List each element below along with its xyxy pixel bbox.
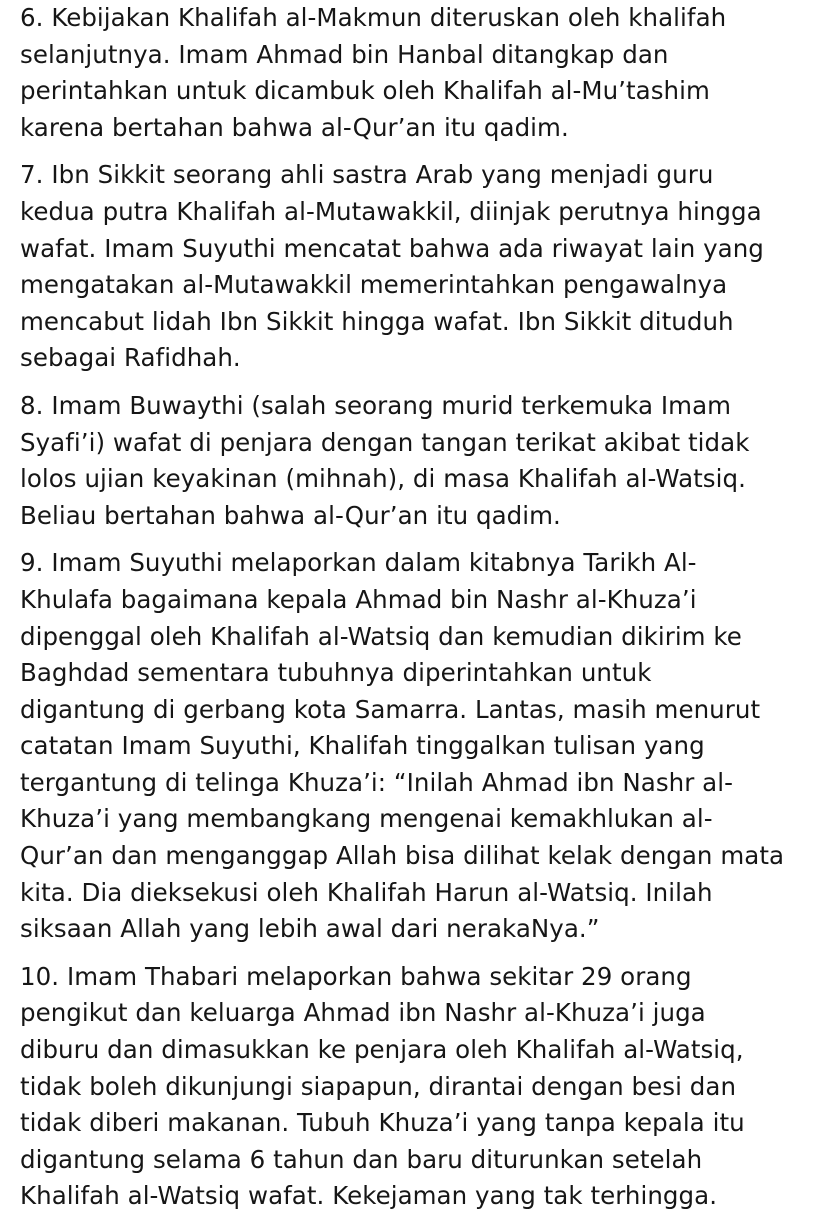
- text-line: siksaan Allah yang lebih awal dari nerakaNya.”: [20, 914, 600, 944]
- text-line: karena bertahan bahwa al-Qur’an itu qadim.: [20, 112, 569, 142]
- document-body: [20, 0, 810, 1215]
- text-line: sebagai Rafidhah.: [20, 343, 241, 373]
- paragraph-gap: [20, 534, 810, 545]
- paragraph-gap: [20, 948, 810, 959]
- text-line: digantung selama 6 tahun dan baru diturunkan setelah: [20, 1144, 703, 1174]
- text-line: mencabut lidah Ibn Sikkit hingga wafat. Ibn Sikkit dituduh: [20, 306, 734, 336]
- paragraph-10: [20, 959, 810, 1215]
- text-line: tidak boleh dikunjungi siapapun, dirantai dengan besi dan: [20, 1071, 737, 1101]
- paragraph-gap: [20, 146, 810, 157]
- text-line: 6. Kebijakan Khalifah al-Makmun diteruskan oleh khalifah: [20, 3, 727, 32]
- text-line: 8. Imam Buwaythi (salah seorang murid terkemuka Imam: [20, 390, 732, 420]
- text-line: catatan Imam Suyuthi, Khalifah tinggalkan tulisan yang: [20, 731, 705, 761]
- text-line: Qur’an dan menganggap Allah bisa dilihat kelak dengan mata: [20, 841, 785, 871]
- text-line: digantung di gerbang kota Samarra. Lantas, masih menurut: [20, 694, 761, 724]
- text-line: tergantung di telinga Khuza’i: “Inilah Ahmad ibn Nashr al-: [20, 767, 733, 797]
- text-line: dipenggal oleh Khalifah al-Watsiq dan kemudian dikirim ke: [20, 621, 742, 651]
- paragraph-gap: [20, 377, 810, 388]
- text-line: pengikut dan keluarga Ahmad ibn Nashr al-Khuza’i juga: [20, 998, 706, 1028]
- paragraph-7: [20, 157, 810, 377]
- text-line: lolos ujian keyakinan (mihnah), di masa Khalifah al-Watsiq.: [20, 464, 746, 494]
- text-line: mengatakan al-Mutawakkil memerintahkan pengawalnya: [20, 270, 728, 300]
- paragraph-8: [20, 388, 810, 534]
- text-line: tidak diberi makanan. Tubuh Khuza’i yang tanpa kepala itu: [20, 1108, 745, 1138]
- text-line: kedua putra Khalifah al-Mutawakkil, diinjak perutnya hingga: [20, 196, 762, 226]
- text-line: 10. Imam Thabari melaporkan bahwa sekitar 29 orang: [20, 961, 692, 991]
- paragraph-9: [20, 545, 810, 948]
- text-line: perintahkan untuk dicambuk oleh Khalifah al-Mu’tashim: [20, 76, 710, 106]
- text-line: wafat. Imam Suyuthi mencatat bahwa ada riwayat lain yang: [20, 233, 764, 263]
- text-line: diburu dan dimasukkan ke penjara oleh Khalifah al-Watsiq,: [20, 1035, 744, 1065]
- text-line: Khalifah al-Watsiq wafat. Kekejaman yang tak terhingga.: [20, 1181, 718, 1211]
- text-line: 9. Imam Suyuthi melaporkan dalam kitabnya Tarikh Al-: [20, 548, 697, 578]
- text-line: Syafi’i) wafat di penjara dengan tangan terikat akibat tidak: [20, 427, 750, 457]
- text-line: 7. Ibn Sikkit seorang ahli sastra Arab yang menjadi guru: [20, 160, 714, 190]
- text-line: Khuza’i yang membangkang mengenai kemakhlukan al-: [20, 804, 713, 834]
- text-line: Baghdad sementara tubuhnya diperintahkan untuk: [20, 658, 652, 688]
- text-line: kita. Dia dieksekusi oleh Khalifah Harun al-Watsiq. Inilah: [20, 877, 713, 907]
- text-line: Khulafa bagaimana kepala Ahmad bin Nashr al-Khuza’i: [20, 584, 697, 614]
- text-line: Beliau bertahan bahwa al-Qur’an itu qadim.: [20, 500, 561, 530]
- text-line: selanjutnya. Imam Ahmad bin Hanbal ditangkap dan: [20, 39, 669, 69]
- paragraph-6: [20, 0, 810, 146]
